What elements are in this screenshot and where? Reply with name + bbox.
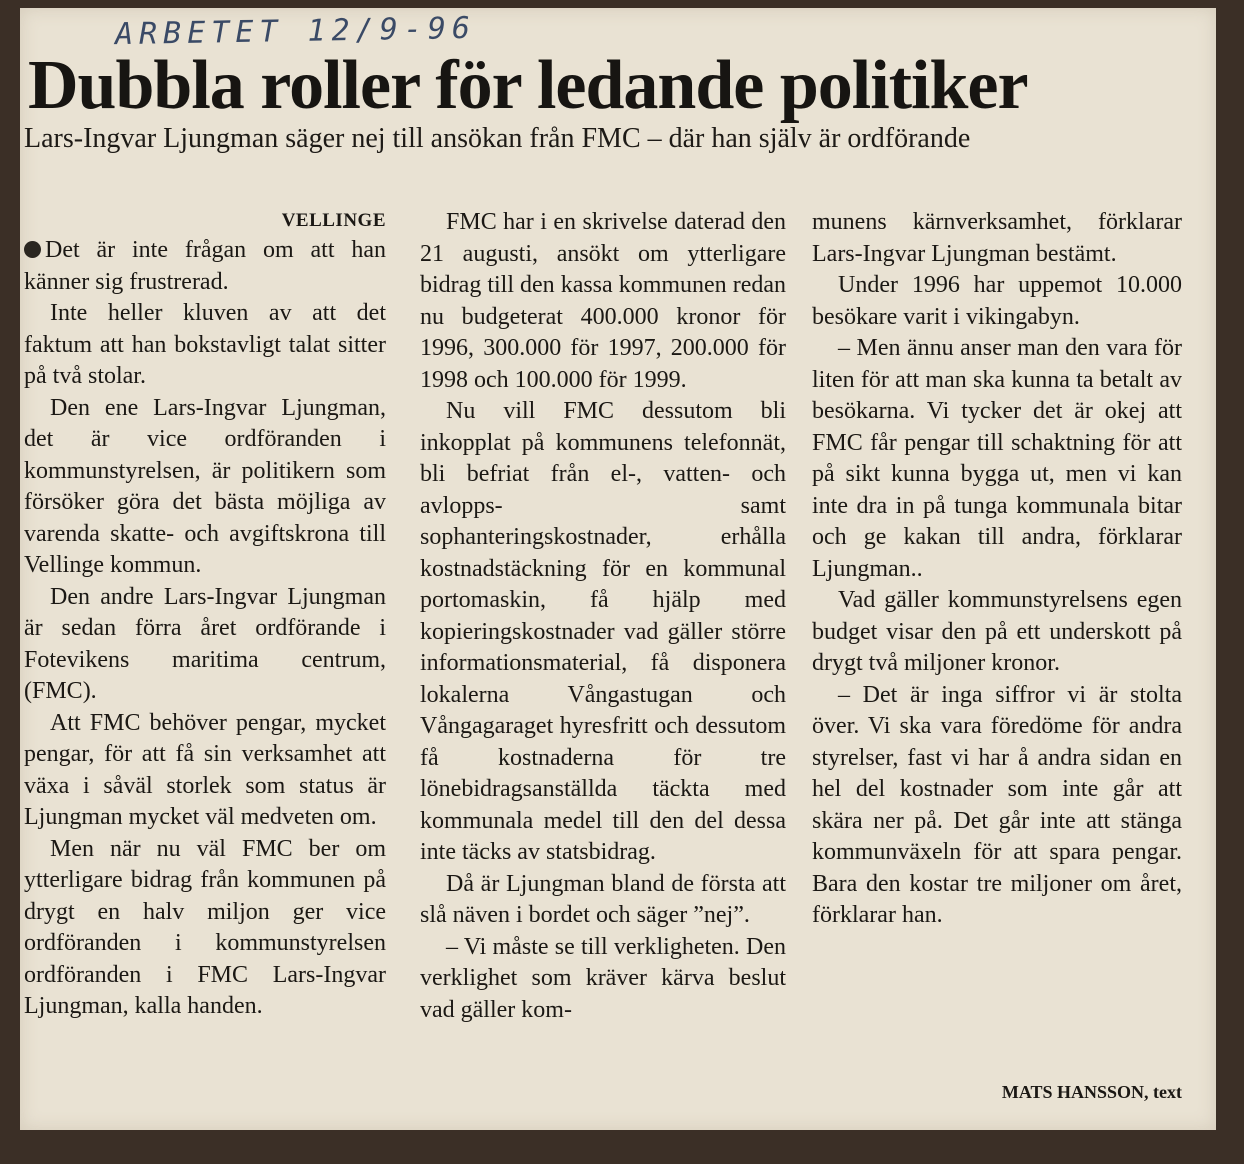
article-paragraph: – Men ännu anser man den vara för liten för att man ska kunna ta betalt av besökarna. Vi tycker det är okej att FMC får pengar till schaktning för att på sikt kunna bygga ut, men vi kan inte dra in på tunga kommunala bitar och ge kakan till andra, förklarar Ljungman.. [812, 335, 1182, 582]
article-paragraph: Under 1996 har uppemot 10.000 besökare varit i vikingabyn. [812, 272, 1182, 330]
bullet-icon [24, 241, 41, 258]
headline: Dubbla roller för ledande politiker [28, 47, 1028, 124]
article-paragraph: Nu vill FMC dessutom bli inkopplat på kommunens telefonnät, bli befriat från el-, vatten- och avlopps- samt sophanteringskostnader, erhålla kostnadstäckning för en kommunal portomaskin, få hjälp med kopieringskostnader vad gäller större informationsmaterial, få disponera lokalerna Vångastugan och Vångagaraget hyresfritt och dessutom få kostnaderna för tre lönebidragsanställda täckta med kommunala medel till den del dessa inte täcks av statsbidrag. [420, 398, 786, 865]
article-paragraph: Då är Ljungman bland de första att slå näven i bordet och säger ”nej”. [420, 870, 786, 928]
paragraph-text: Det är inte frågan om att han känner sig frustrerad. [24, 237, 386, 295]
article-paragraph: FMC har i en skrivelse daterad den 21 augusti, ansökt om ytterligare bidrag till den kassa kommunen redan nu budgeterat 400.000 kronor för 1996, 300.000 för 1997, 200.000 för 1998 och 100.000 för 1999. [420, 209, 786, 393]
article-paragraph: – Vi måste se till verkligheten. Den verklighet som kräver kärva beslut vad gäller kom- [420, 933, 786, 1023]
dateline: VELLINGE [281, 210, 386, 231]
byline: MATS HANSSON, text [1001, 1082, 1182, 1102]
article-paragraph: Den andre Lars-Ingvar Ljungman är sedan förra året ordförande i Fotevikens maritima centrum, (FMC). [24, 583, 386, 704]
article-paragraph: Men när nu väl FMC ber om ytterligare bidrag från kommunen på drygt en halv miljon ger vice ordföranden i kommunstyrelsen ordföranden i FMC Lars-Ingvar Ljungman, kalla handen. [24, 835, 386, 1019]
article-paragraph: Att FMC behöver pengar, mycket pengar, för att få sin verksamhet att växa i såväl storlek som status är Ljungman mycket väl medveten om. [24, 709, 386, 830]
article-column-3 [812, 207, 1182, 932]
article-column-2 [420, 207, 786, 1026]
article-column-1 [24, 207, 386, 1023]
article-paragraph [24, 235, 386, 298]
article-paragraph: munens kärnverksamhet, förklarar Lars-Ingvar Ljungman bestämt. [812, 209, 1182, 267]
article-paragraph: Vad gäller kommunstyrelsens egen budget visar den på ett underskott på drygt två miljoner kronor. [812, 587, 1182, 676]
article-paragraph: – Det är inga siffror vi är stolta över. Vi ska vara föredöme för andra styrelser, fast vi har å andra sidan en hel del kostnader som inte går att skära ner på. Det går inte att stänga kommunväxeln för att spara pengar. Bara den kostar tre miljoner om året, förklarar han. [812, 681, 1182, 928]
subheadline: Lars-Ingvar Ljungman säger nej till ansökan från FMC – där han själv är ordförande [24, 123, 971, 154]
article-paragraph: Den ene Lars-Ingvar Ljungman, det är vice ordföranden i kommunstyrelsen, är politikern som försöker göra det bästa möjliga av varenda skatte- och avgiftskrona till Vellinge kommun. [24, 394, 386, 578]
article-paragraph: Inte heller kluven av att det faktum att han bokstavligt talat sitter på två stolar. [24, 300, 386, 389]
handwritten-note: ARBETET 12/9-96 [114, 10, 477, 53]
